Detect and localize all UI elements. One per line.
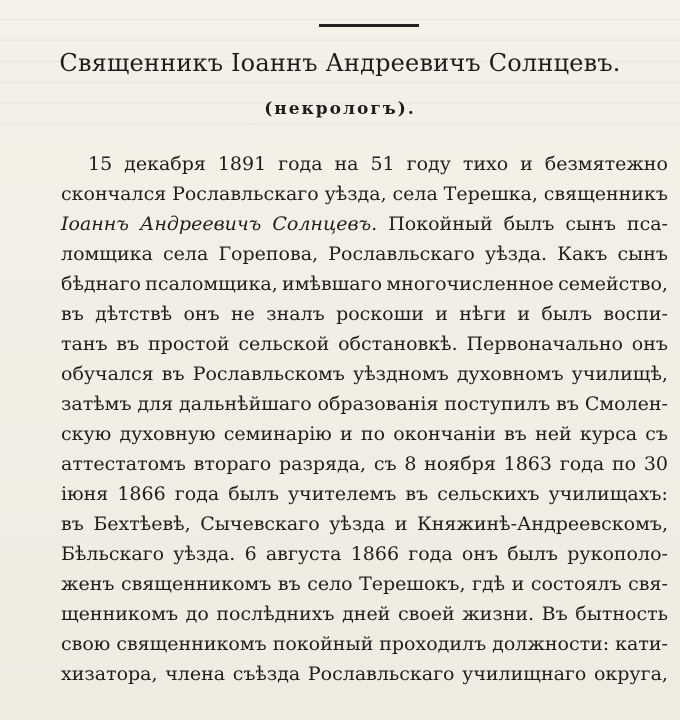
word: Горепова, — [218, 243, 319, 265]
word: многочисленное — [386, 273, 554, 295]
word: былъ — [228, 483, 279, 505]
word: уѣзда. — [485, 243, 548, 265]
word: года — [278, 153, 323, 175]
word: и — [520, 153, 533, 175]
word: на — [334, 153, 359, 175]
word: жизни. — [462, 603, 535, 625]
text-line — [61, 444, 668, 474]
word: онъ — [461, 543, 499, 565]
word: ломщика — [61, 243, 153, 265]
word: члена — [165, 663, 226, 685]
word: для — [137, 393, 174, 415]
text-line — [61, 354, 668, 384]
word: свя- — [628, 573, 668, 595]
text-line — [61, 564, 668, 594]
word: окончаніи — [393, 423, 496, 445]
word: должности: — [492, 633, 610, 655]
word: года — [559, 453, 605, 475]
word: съ — [645, 423, 668, 445]
word: училищахъ: — [548, 483, 668, 505]
word: 15 — [88, 153, 113, 175]
word: и — [435, 303, 448, 325]
word: нѣги — [459, 303, 507, 325]
word: зналъ — [266, 303, 325, 325]
word: скую — [61, 423, 112, 445]
word: семейство, — [558, 273, 668, 295]
word: съѣзда — [232, 663, 301, 685]
word: по — [360, 423, 386, 445]
word: въ — [504, 423, 527, 445]
word: былъ — [503, 213, 555, 235]
text-line — [61, 234, 668, 264]
word: Рославльскаго — [307, 663, 455, 685]
word: разряда, — [278, 453, 367, 475]
text-line — [61, 654, 668, 684]
word: своей — [397, 603, 455, 625]
word: 1863 — [503, 453, 552, 475]
word: онъ — [631, 333, 668, 355]
word: Рославльскаго — [172, 183, 319, 205]
word: 1866 — [117, 483, 166, 505]
word: бытность — [575, 603, 668, 625]
word: тихо — [462, 153, 509, 175]
text-line — [61, 534, 668, 564]
word: сынъ — [565, 213, 616, 235]
text-line — [61, 504, 668, 534]
word: 6 — [244, 543, 257, 565]
word: по — [611, 453, 637, 475]
word: курса — [579, 423, 638, 445]
word: уѣзда — [329, 513, 386, 535]
word: уѣзда, — [324, 183, 387, 205]
word: и — [511, 573, 525, 595]
word: Андреевичъ — [139, 213, 262, 235]
word: послѣднихъ — [216, 603, 335, 625]
word: простой — [148, 333, 230, 355]
obituary-title: Священникъ Іоаннъ Андреевичъ Солнцевъ. — [59, 49, 621, 77]
word: псаломщика, — [145, 273, 278, 295]
word: училищнаго — [462, 663, 587, 685]
text-line — [61, 174, 668, 204]
word: года — [174, 483, 220, 505]
word: имѣвшаго — [282, 273, 383, 295]
word: въ — [405, 483, 429, 505]
word: кати- — [615, 633, 668, 655]
word: безмятежно — [544, 153, 668, 175]
word: Бѣльскаго — [61, 543, 165, 565]
word: аттестатомъ — [61, 453, 186, 475]
word: дальнѣйшаго — [179, 393, 312, 415]
text-line — [61, 324, 668, 354]
word: іюня — [61, 483, 109, 505]
text-line — [61, 384, 668, 414]
word: священникомъ — [116, 633, 267, 655]
word: села — [163, 243, 209, 265]
word: Бехтѣевѣ, — [93, 513, 191, 535]
word: въ — [116, 333, 140, 355]
word: образованія — [317, 393, 439, 415]
word: духовномъ — [456, 363, 564, 385]
word: 30 — [643, 453, 668, 475]
word: бѣднаго — [61, 273, 141, 295]
word: пса- — [626, 213, 668, 235]
word: 1891 — [217, 153, 267, 175]
word: ноября — [424, 453, 496, 475]
word: онъ — [183, 303, 220, 325]
word: Какъ — [557, 243, 608, 265]
word: рукополо- — [567, 543, 668, 565]
word: въ — [61, 303, 84, 325]
body-text — [61, 144, 668, 684]
word: воспи- — [603, 303, 668, 325]
word: 8 — [404, 453, 417, 475]
word: состоялъ — [530, 573, 622, 595]
word: 1866 — [350, 543, 400, 565]
word: втораго — [193, 453, 272, 475]
word: Смолен- — [584, 393, 668, 415]
word: 51 — [370, 153, 395, 175]
word: и — [340, 423, 353, 445]
word: Солнцевъ. — [272, 213, 378, 235]
word: въ — [161, 363, 185, 385]
word: учителемъ — [287, 483, 397, 505]
word: въ — [277, 573, 301, 595]
word: села — [392, 183, 438, 205]
word: былъ — [541, 303, 593, 325]
text-line — [61, 474, 668, 504]
word: Іоаннъ — [61, 213, 129, 235]
word: года — [408, 543, 453, 565]
word: покойный — [272, 633, 374, 655]
word: Покойный — [388, 213, 493, 235]
word: Рославльскомъ — [192, 363, 345, 385]
word: гдѣ — [472, 573, 506, 595]
word: училищѣ, — [571, 363, 668, 385]
word: Терешокъ, — [359, 573, 466, 595]
text-line — [61, 414, 668, 444]
text-line — [61, 624, 668, 654]
word: щенникомъ — [61, 603, 179, 625]
word: Сычевскаго — [200, 513, 320, 535]
word: женъ — [61, 573, 115, 595]
word: Рославльскаго — [328, 243, 475, 265]
word: роскоши — [336, 303, 424, 325]
section-rule — [319, 24, 419, 27]
word: сельской — [238, 333, 330, 355]
word: округа, — [593, 663, 668, 685]
word: Первоначально — [466, 333, 623, 355]
word: августа — [265, 543, 342, 565]
word: сельскихъ — [437, 483, 540, 505]
word: Въ — [541, 603, 568, 625]
word: затѣмъ — [61, 393, 132, 415]
text-line — [61, 264, 668, 294]
obituary-subtitle: (некрологъ). — [264, 99, 416, 119]
word: проходилъ — [379, 633, 487, 655]
word: священникъ — [543, 183, 668, 205]
word: село — [307, 573, 353, 595]
word: ней — [535, 423, 572, 445]
word: и — [394, 513, 408, 535]
word: свою — [61, 633, 111, 655]
word: танъ — [61, 333, 108, 355]
word: уѣздномъ — [353, 363, 449, 385]
word: хизатора, — [61, 663, 158, 685]
word: духовную — [119, 423, 216, 445]
word: сынъ — [617, 243, 668, 265]
text-line — [61, 594, 668, 624]
word: и — [517, 303, 531, 325]
word: до — [185, 603, 209, 625]
word: въ — [61, 513, 84, 535]
text-line — [61, 294, 668, 324]
word: обстановкѣ. — [338, 333, 458, 355]
word: дней — [342, 603, 391, 625]
word: съ — [373, 453, 397, 475]
word: поступилъ — [444, 393, 551, 415]
word: дѣтствѣ — [95, 303, 173, 325]
word: семинарію — [223, 423, 332, 445]
word: уѣзда. — [173, 543, 236, 565]
word: обучался — [61, 363, 154, 385]
text-line — [61, 204, 668, 234]
word: былъ — [507, 543, 559, 565]
word: Княжинѣ-Андреевскомъ, — [416, 513, 668, 535]
word: декабря — [124, 153, 206, 175]
word: не — [230, 303, 255, 325]
word: году — [406, 153, 451, 175]
word: въ — [556, 393, 579, 415]
word: Терешка, — [443, 183, 538, 205]
text-line — [61, 144, 668, 174]
word: священникомъ — [120, 573, 272, 595]
word: скончался — [61, 183, 167, 205]
